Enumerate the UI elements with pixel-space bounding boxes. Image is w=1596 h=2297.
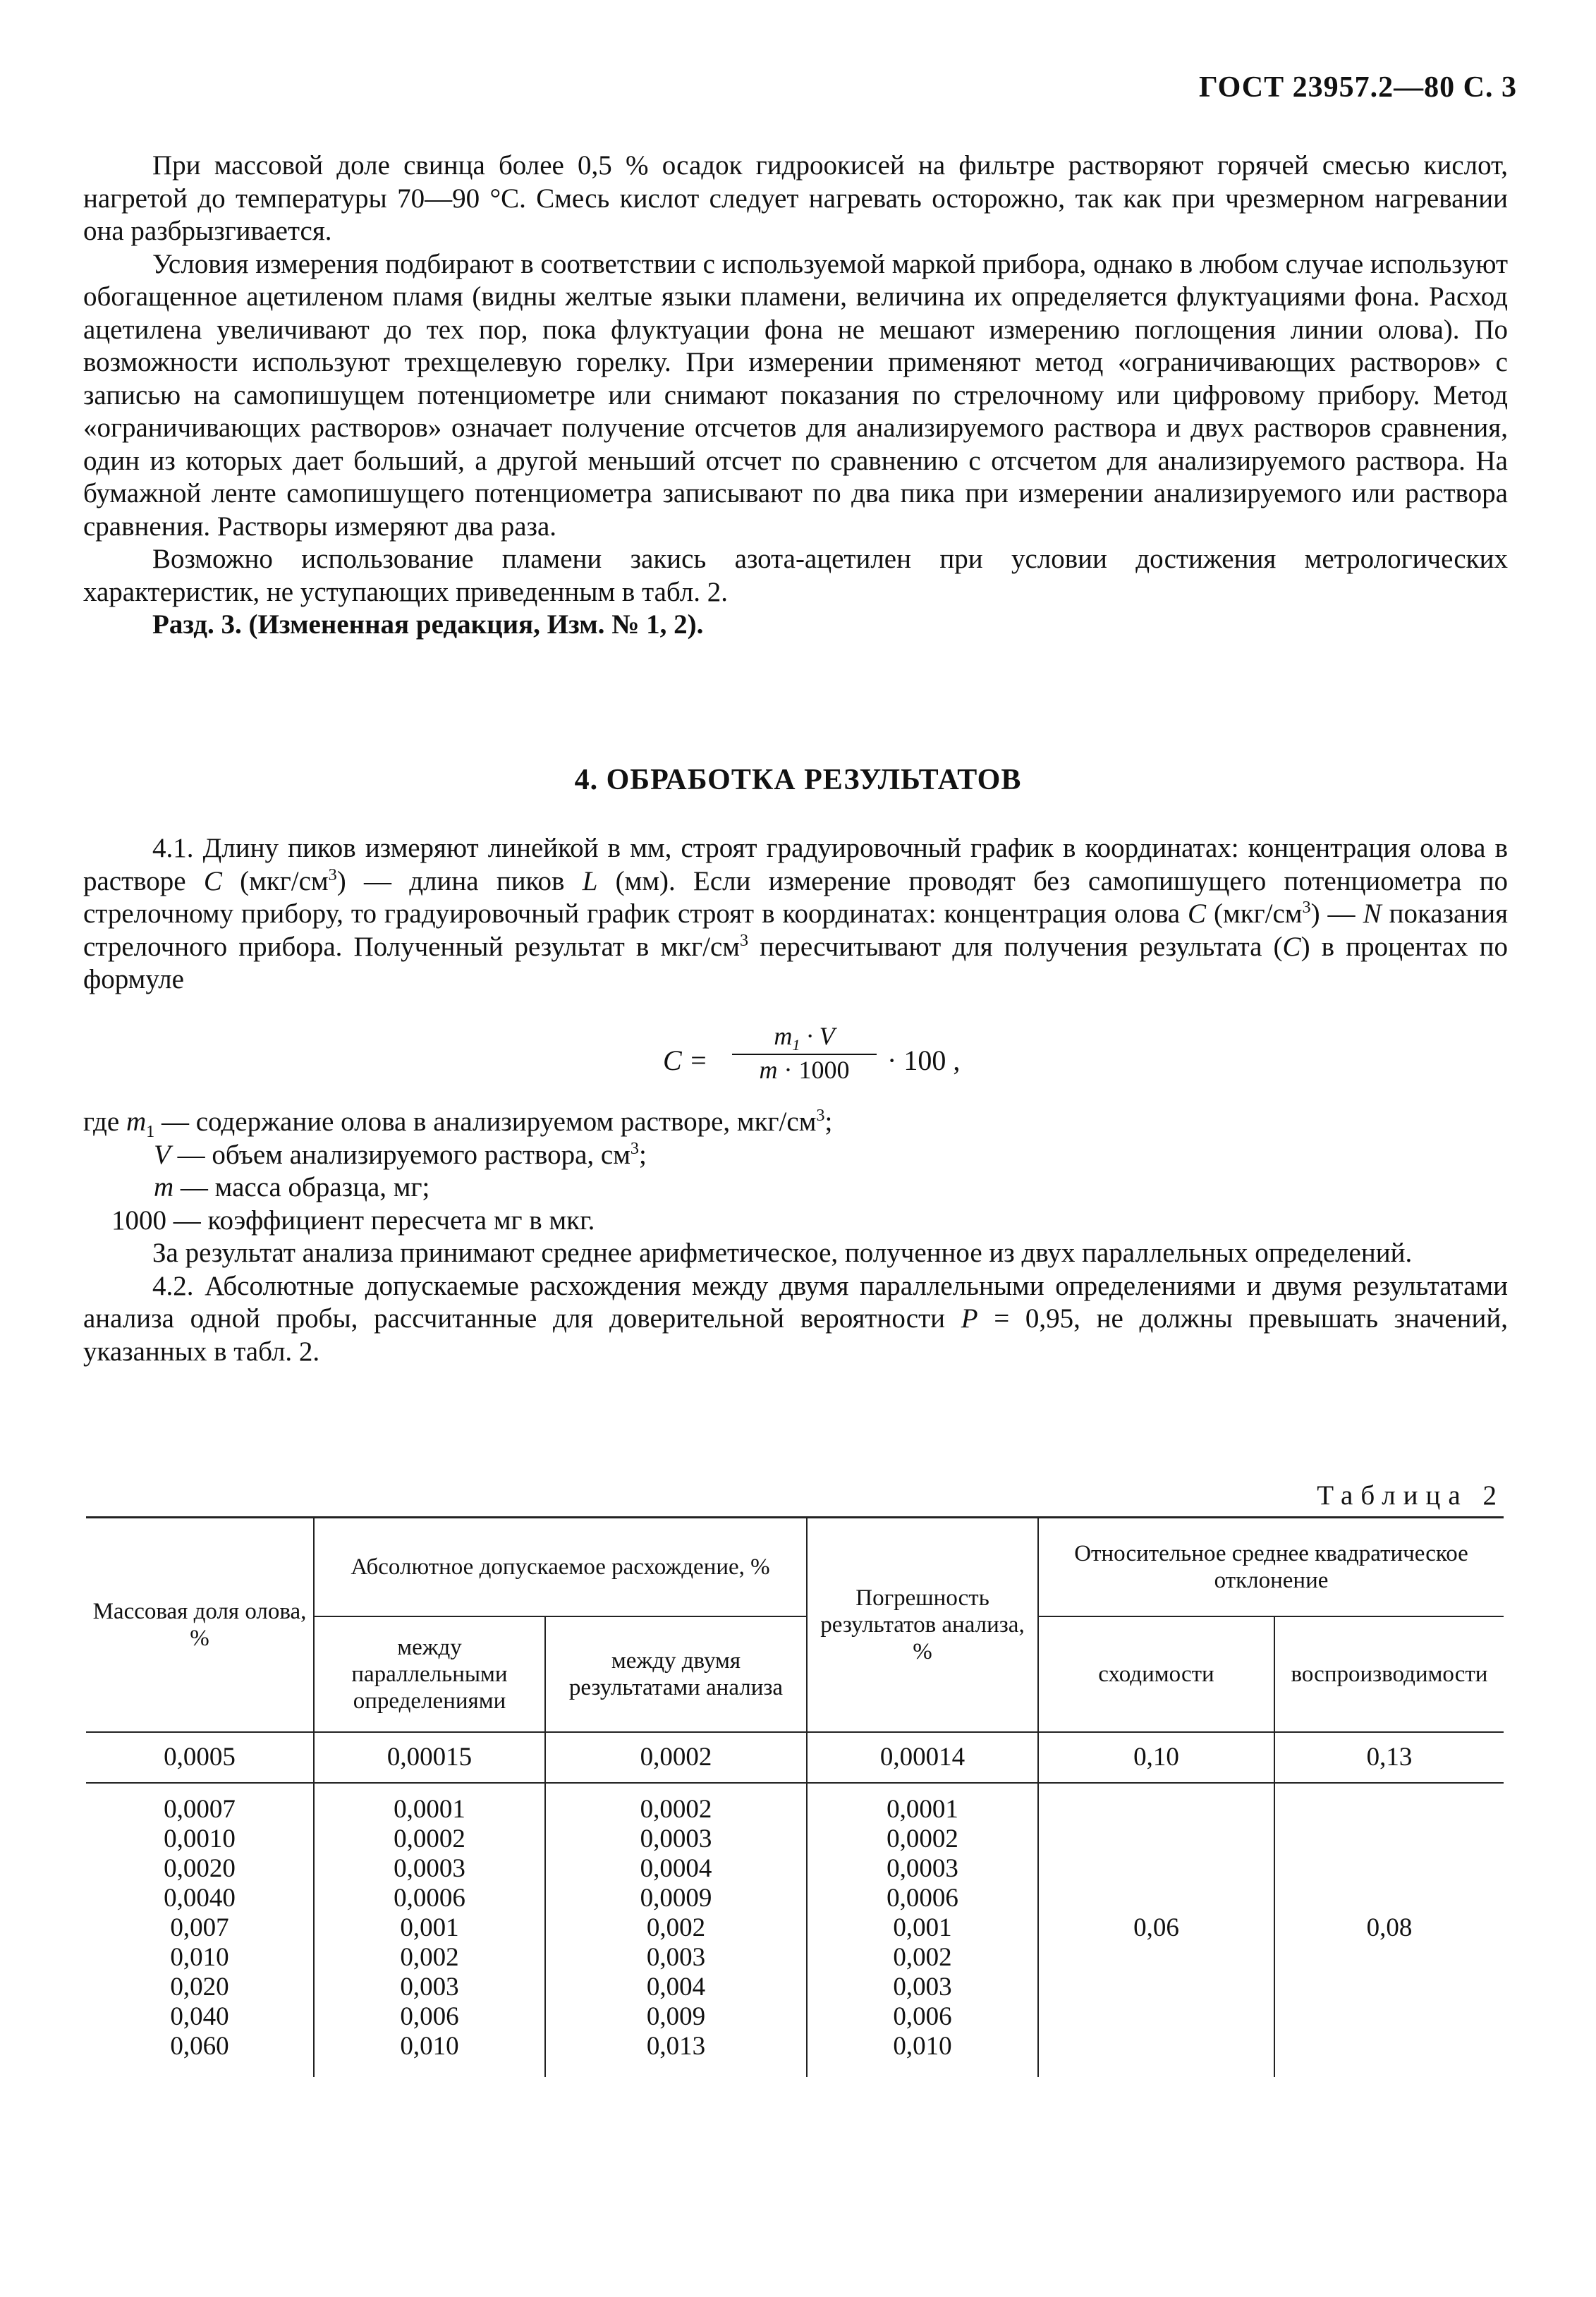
table-cell: 0,00015: [314, 1732, 545, 1783]
section4-text: [83, 832, 1508, 997]
table-cell-reproducibility: 0,08: [1274, 1783, 1504, 2077]
legend-item: где $m_1$ — содержание олова в анализируемом растворе, мкг/$см^3$;: [83, 1106, 833, 1141]
header-error: Погрешность результатов анализа, %: [807, 1518, 1038, 1733]
page-header: ГОСТ 23957.2—80 С. 3: [1198, 71, 1517, 104]
header-relative-deviation: Относительное среднее квадратическое отклонение: [1038, 1518, 1504, 1617]
formula-rhs: · 100 ,: [887, 1044, 961, 1076]
table-row: [86, 1732, 1504, 1783]
table-cell-convergence: 0,06: [1038, 1783, 1274, 2077]
formula-numerator: $m_1 \cdot V$: [774, 1022, 835, 1054]
header-absolute-discrepancy: Абсолютное допускаемое расхождение, %: [314, 1518, 807, 1617]
paragraph-4-2: 4.2. Абсолютные допускаемые расхождения между двумя параллельными определениями и двумя результатами анализа одной пробы, рассчитанные для доверительной вероятности P = 0,95, не должны превышать значений, указанных в табл. 2.: [83, 1270, 1508, 1367]
table-cell: 0,0005: [86, 1732, 314, 1783]
table-2: [86, 1516, 1504, 2077]
formula: [663, 1021, 1030, 1099]
header-reproducibility: воспроизводимости: [1274, 1616, 1504, 1732]
header-parallel: между параллельными определениями: [314, 1616, 545, 1732]
table-cell-stack: 0,0007 0,0010 0,0020 0,0040 0,007 0,010 0,020 0,040 0,060: [86, 1783, 314, 2077]
amendment-note: Разд. 3. (Измененная редакция, Изм. № 1, 2).: [152, 609, 704, 640]
legend-item: 1000 — коэффициент пересчета мг в мкг.: [111, 1205, 595, 1236]
paragraph: Возможно использование пламени закись азота-ацетилен при условии достижения метрологических характеристик, не уступающих приведенным в табл. 2.: [83, 544, 1508, 607]
paragraph: При массовой доле свинца более 0,5 % осадок гидроокисей на фильтре растворяют горячей смесью кислот, нагретой до температуры 70—90 °С. Смесь кислот следует нагревать осторожно, так как при чрезмерном нагревании она разбрызгивается.: [83, 150, 1508, 246]
table-cell: 0,10: [1038, 1732, 1274, 1783]
table-cell: 0,0002: [545, 1732, 807, 1783]
formula-legend: [83, 1106, 832, 1237]
table-label: Таблица 2: [1317, 1480, 1504, 1511]
paragraph: Условия измерения подбирают в соответствии с используемой маркой прибора, однако в любом случае используют обогащенное ацетиленом пламя (видны желтые языки пламени, величина их определяется флуктуациями фона. Расход ацетилена увеличивают до тех пор, пока флуктуации фона не мешают измерению поглощения линии олова). По возможности используют трехщелевую горелку. При измерении применяют метод «ограничивающих растворов» с записью на самопишущем потенциометре или снимают показания по стрелочному или цифровому прибору. Метод «ограничивающих растворов» означает получение отсчетов для анализируемого раствора и двух растворов сравнения, один из которых дает больший, а другой меньший отсчет по сравнению с отсчетом для анализируемого раствора. На бумажной ленте самопишущего потенциометра записывают по два пика при измерении анализируемого или раствора сравнения. Растворы измеряют два раза.: [83, 248, 1508, 542]
paragraph-4-1: 4.1. Длину пиков измеряют линейкой в мм, строят градуировочный график в координатах: концентрация олова в растворе C $(мкг/см^3)$ — длина пиков L (мм). Если измерение проводят без самопишущего потенциометра по стрелочному прибору, то градуировочный график строят в координатах: концентрация олова C $(мкг/см^3)$ — N показания стрелочного прибора. Полученный результат в мкг/$см^3$ пересчитывают для получения результата (C) в процентах по формуле: [83, 833, 1509, 994]
formula-lhs: C =: [663, 1044, 708, 1076]
section3-text: [83, 150, 1508, 642]
section4-text-continued: [83, 1237, 1508, 1368]
formula-denominator: m · 1000: [759, 1056, 850, 1084]
header-convergence: сходимости: [1038, 1616, 1274, 1732]
table-row: [86, 1783, 1504, 2077]
table-cell-stack: 0,0001 0,0002 0,0003 0,0006 0,001 0,002 0,003 0,006 0,010: [807, 1783, 1038, 2077]
table-cell-stack: 0,0002 0,0003 0,0004 0,0009 0,002 0,003 0,004 0,009 0,013: [545, 1783, 807, 2077]
legend-item: V — объем анализируемого раствора, $см^3$;: [154, 1138, 647, 1170]
legend-item: m — масса образца, мг;: [154, 1172, 430, 1202]
header-two-results: между двумя результатами анализа: [545, 1616, 807, 1732]
table-cell: 0,00014: [807, 1732, 1038, 1783]
section-title: 4. ОБРАБОТКА РЕЗУЛЬТАТОВ: [574, 764, 1022, 796]
formula-fraction: [725, 1021, 884, 1085]
header-mass-fraction: Массовая доля олова, %: [86, 1518, 314, 1733]
table-cell-stack: 0,0001 0,0002 0,0003 0,0006 0,001 0,002 0,003 0,006 0,010: [314, 1783, 545, 2077]
table-cell: 0,13: [1274, 1732, 1504, 1783]
paragraph: За результат анализа принимают среднее арифметическое, полученное из двух параллельных определений.: [152, 1238, 1413, 1268]
